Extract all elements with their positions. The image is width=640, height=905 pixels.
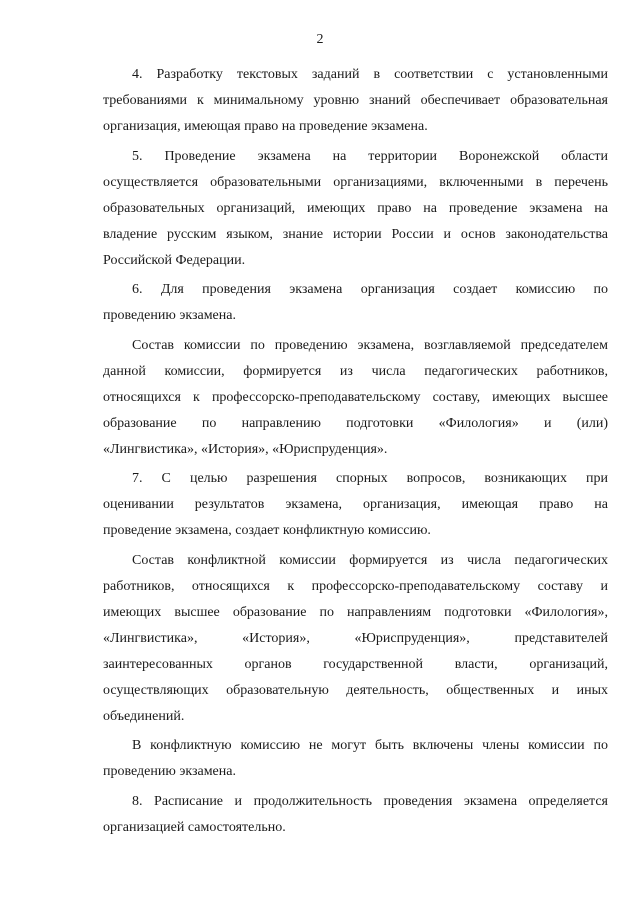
text-line: В конфликтную комиссию не могут быть включены члены комиссии по bbox=[132, 738, 608, 753]
text-line: относящихся к профессорско-преподавательскому составу, имеющих высшее bbox=[103, 389, 608, 405]
text-line: проведению экзамена. bbox=[103, 308, 236, 323]
text-line: оценивании результатов экзамена, организация, имеющая право на bbox=[103, 497, 608, 512]
text-line: 6. Для проведения экзамена организация создает комиссию по bbox=[132, 282, 608, 297]
page-number: 2 bbox=[316, 32, 324, 47]
text-line: 4. Разработку текстовых заданий в соответствии с установленными bbox=[132, 67, 608, 82]
text-line: проведению экзамена. bbox=[103, 764, 236, 779]
text-line: образовательных организаций, имеющих право на проведение экзамена на bbox=[103, 200, 608, 216]
text-line: организация, имеющая право на проведение экзамена. bbox=[103, 119, 428, 134]
text-line: работников, относящихся к профессорско-преподавательскому составу и bbox=[103, 578, 608, 594]
text-line: Состав конфликтной комиссии формируется из числа педагогических bbox=[132, 552, 608, 568]
text-line: данной комиссии, формируется из числа педагогических работников, bbox=[103, 363, 608, 379]
paragraph-commission-composition bbox=[103, 333, 608, 463]
text-line: 8. Расписание и продолжительность проведения экзамена определяется bbox=[132, 793, 608, 809]
text-line: Состав комиссии по проведению экзамена, возглавляемой председателем bbox=[132, 337, 608, 353]
paragraph-8 bbox=[103, 789, 608, 841]
document-body bbox=[103, 62, 608, 844]
text-line: Российской Федерации. bbox=[103, 252, 246, 268]
text-line: 5. Проведение экзамена на территории Воронежской области bbox=[132, 148, 608, 164]
paragraph-conflict-commission-exclusion bbox=[103, 733, 608, 785]
text-line: «Лингвистика», «История», «Юриспруденция». bbox=[103, 441, 388, 457]
text-line: проведение экзамена, создает конфликтную комиссию. bbox=[103, 523, 431, 538]
paragraph-7 bbox=[103, 466, 608, 544]
paragraph-5 bbox=[103, 144, 608, 274]
text-line: 7. С целью разрешения спорных вопросов, возникающих при bbox=[132, 471, 608, 486]
text-line: образование по направлению подготовки «Филология» и (или) bbox=[103, 415, 608, 431]
text-line: осуществляется образовательными организациями, включенными в перечень bbox=[103, 174, 608, 190]
paragraph-6 bbox=[103, 277, 608, 329]
text-line: требованиями к минимальному уровню знаний обеспечивает образовательная bbox=[103, 93, 608, 108]
text-line: владение русским языком, знание истории России и основ законодательства bbox=[103, 226, 608, 242]
text-line: имеющих высшее образование по направлениям подготовки «Филология», bbox=[103, 604, 608, 620]
text-line: осуществляющих образовательную деятельность, общественных и иных bbox=[103, 682, 608, 698]
text-line: организацией самостоятельно. bbox=[103, 819, 286, 835]
text-line: «Лингвистика», «История», «Юриспруденция», представителей bbox=[103, 630, 608, 646]
text-line: объединений. bbox=[103, 708, 185, 724]
paragraph-conflict-commission-composition bbox=[103, 548, 608, 730]
text-line: заинтересованных органов государственной власти, организаций, bbox=[103, 656, 608, 672]
paragraph-4 bbox=[103, 62, 608, 140]
